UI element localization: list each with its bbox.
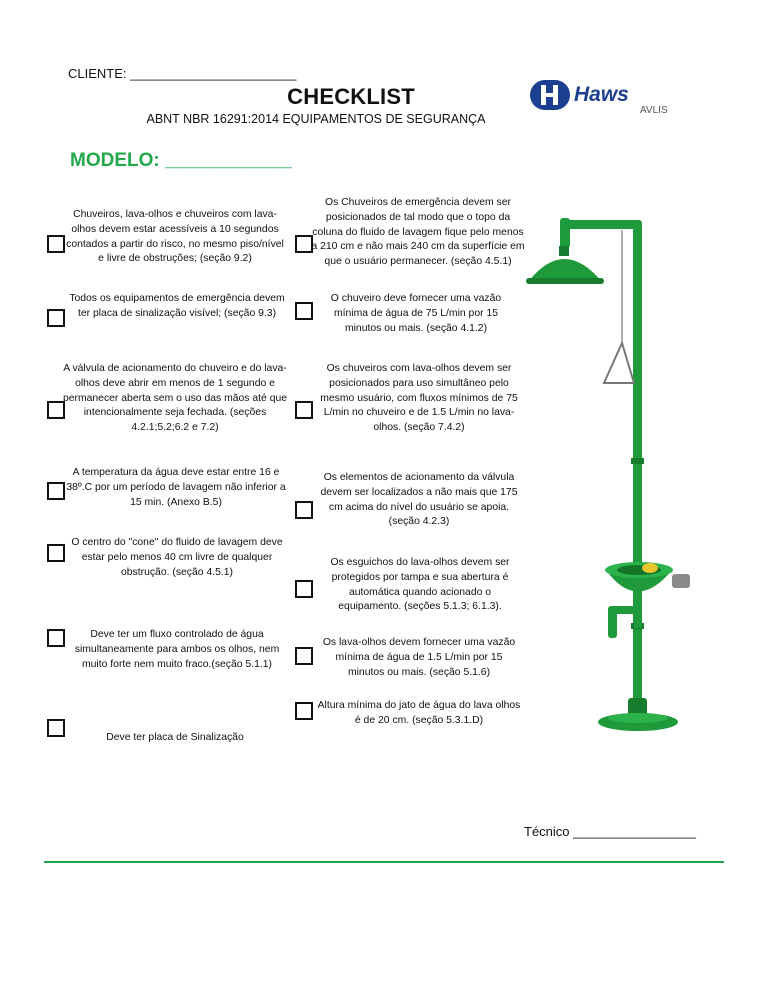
checkbox-right-6[interactable] [295, 647, 313, 665]
right-item-2: O chuveiro deve fornecer uma vazão mínima de água de 75 L/min por 15 minutos ou mais. (seção 4.1.2) [330, 293, 502, 334]
left-item-4: A temperatura da água deve estar entre 16 e 38º.C por um período de lavagem não inferior a 15 min. (Anexo B.5) [66, 467, 286, 508]
logo-brand-text: Haws [574, 83, 629, 106]
checkbox-right-7[interactable] [295, 702, 313, 720]
checkbox-right-5[interactable] [295, 580, 313, 598]
page-title: CHECKLIST [287, 84, 415, 109]
logo-sub-text: AVLIS [640, 105, 668, 116]
left-item-5: O centro do "cone" do fluido de lavagem deve estar pelo menos 40 cm livre de qualquer obstrução. (seção 4.5.1) [71, 537, 283, 578]
checkbox-left-5[interactable] [47, 544, 65, 562]
checkbox-left-4[interactable] [47, 482, 65, 500]
checkbox-left-7[interactable] [47, 719, 65, 737]
emergency-shower-illustration [522, 198, 762, 758]
page-subtitle: ABNT NBR 16291:2014 EQUIPAMENTOS DE SEGURANÇA [146, 112, 486, 126]
right-item-4: Os elementos de acionamento da válvula devem ser localizados a não mais que 175 cm acima do nível do usuário se apoia. (seção 4.2.3) [320, 472, 518, 528]
haws-logo-mark-icon [528, 76, 680, 116]
left-item-2: Todos os equipamentos de emergência devem ter placa de sinalização visível; (seção 9.3) [69, 293, 285, 319]
right-item-3: Os chuveiros com lava-olhos devem ser posicionados para uso simultâneo pelo mesmo usuário, com fluxos mínimos de 75 L/min no chuveiro e de 1.5 L/min no lava-olhos. (seção 7.4.2) [320, 363, 518, 434]
haws-logo [528, 76, 680, 116]
left-item-6: Deve ter um fluxo controlado de água simultaneamente para ambos os olhos, nem muito forte nem muito fraco.(seção 5.1.1) [74, 629, 280, 670]
right-item-7: Altura mínima do jato de água do lava olhos é de 20 cm. (seção 5.3.1.D) [317, 700, 521, 726]
modelo-field: MODELO: ____________ [70, 150, 292, 171]
checkbox-right-2[interactable] [295, 302, 313, 320]
left-item-3: A válvula de acionamento do chuveiro e do lava-olhos deve abrir em menos de 1 segundo e permanecer aberta sem o uso das mãos até que intencionalmente seja fechada. (seções 4.2.1;5.2;6.2 e 7.2) [62, 363, 288, 434]
right-item-5: Os esguichos do lava-olhos devem ser protegidos por tampa e sua abertura é automática quando acionado o equipamento. (seções 5.1.3; 6.1.3). [330, 557, 510, 613]
left-item-7: Deve ter placa de Sinalização [106, 732, 244, 743]
tecnico-field: Técnico _________________ [524, 824, 697, 839]
checkbox-left-6[interactable] [47, 629, 65, 647]
left-item-1: Chuveiros, lava-olhos e chuveiros com lava-olhos devem estar acessíveis a 10 segundos contados a partir do risco, no mesmo piso/nível e livre de obstruções; (seção 9.2) [66, 209, 284, 265]
right-item-1: Os Chuveiros de emergência devem ser posicionados de tal modo que o topo da coluna do fluido de lavagem fique pelo menos a 210 cm e não mais 240 cm da superfície em que o usuário permanecer. (seção 4.5.1) [311, 197, 525, 268]
client-field: CLIENTE: _______________________ [68, 66, 297, 81]
emergency-shower-eyewash-icon [522, 198, 762, 758]
footer-divider [44, 861, 724, 863]
checkbox-right-4[interactable] [295, 501, 313, 519]
right-item-6: Os lava-olhos devem fornecer uma vazão mínima de água de 1.5 L/min por 15 minutos ou mais. (seção 5.1.6) [322, 637, 516, 678]
checkbox-right-3[interactable] [295, 401, 313, 419]
checkbox-left-2[interactable] [47, 309, 65, 327]
